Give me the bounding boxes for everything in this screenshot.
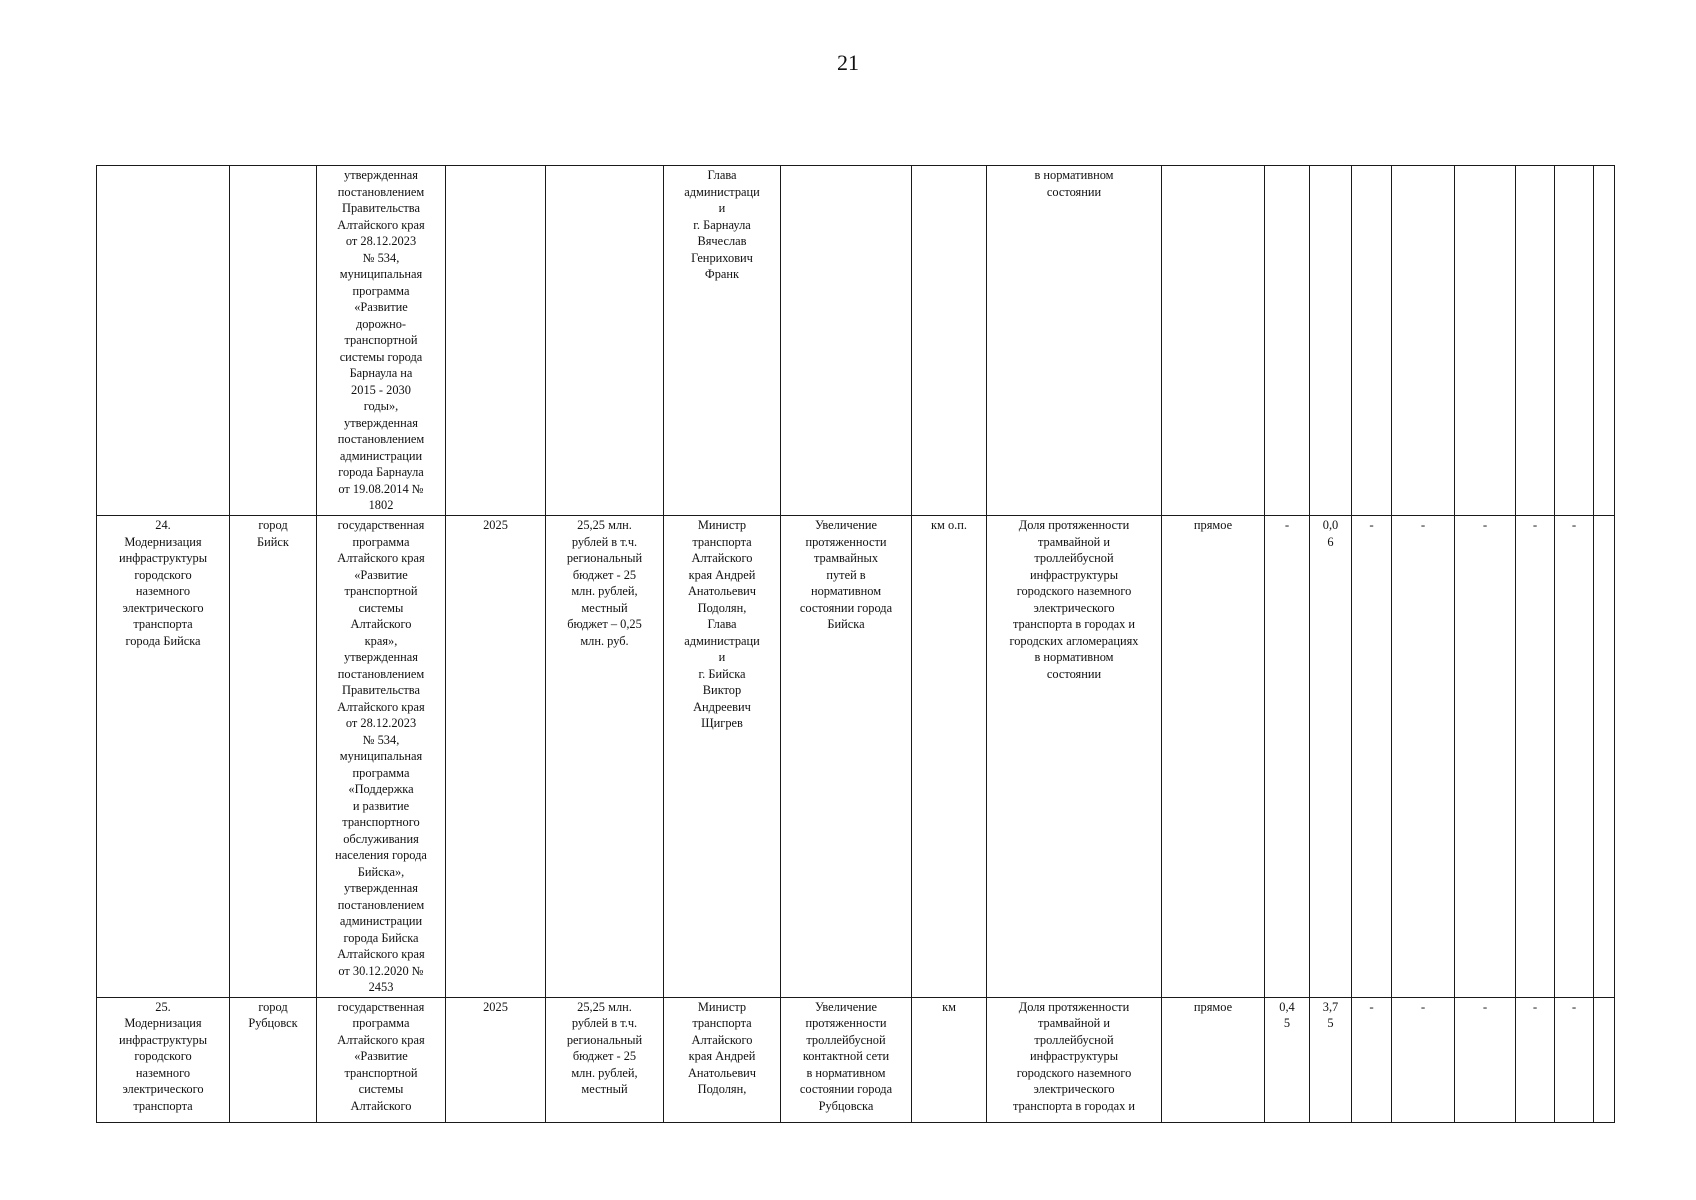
cell-basis: государственная программа Алтайского края «Развитие транспортной системы Алтайского края», утвержденная постановлением Правительства Алтайского края от 28.12.2023 № 534, муниципальная программа «Поддержка и развитие транспортного обслуживания населения города Бийска», утвержденная постановлением администрации города Бийска Алтайского края от 30.12.2020 № 2453 [317, 516, 446, 998]
cell-value-4 [1392, 166, 1455, 516]
cell-value-1: - [1265, 516, 1310, 998]
cell-value-8 [1594, 516, 1615, 998]
cell-type: прямое [1162, 516, 1265, 998]
cell-unit: км о.п. [912, 516, 987, 998]
cell-value-7: - [1555, 997, 1594, 1122]
cell-name: 24. Модернизация инфраструктуры городского наземного электрического транспорта города Бийска [97, 516, 230, 998]
cell-result: Увеличение протяженности трамвайных путей в нормативном состоянии города Бийска [781, 516, 912, 998]
cell-value-7 [1555, 166, 1594, 516]
cell-value-6: - [1516, 997, 1555, 1122]
cell-type [1162, 166, 1265, 516]
cell-year [446, 166, 546, 516]
cell-basis: утвержденная постановлением Правительства Алтайского края от 28.12.2023 № 534, муниципальная программа «Развитие дорожно- транспортной системы города Барнаула на 2015 - 2030 годы», утвержденная постановлением администрации города Барнаула от 19.08.2014 № 1802 [317, 166, 446, 516]
cell-territory [230, 166, 317, 516]
cell-responsible: Министр транспорта Алтайского края Андрей Анатольевич Подолян, Глава администраци и г. Бийска Виктор Андреевич Щигрев [664, 516, 781, 998]
table-row [97, 997, 1615, 1122]
cell-indicator: Доля протяженности трамвайной и троллейбусной инфраструктуры городского наземного электрического транспорта в городах и городских агломерациях в нормативном состоянии [987, 516, 1162, 998]
cell-value-8 [1594, 997, 1615, 1122]
cell-year: 2025 [446, 997, 546, 1122]
cell-value-6: - [1516, 516, 1555, 998]
cell-name: 25. Модернизация инфраструктуры городского наземного электрического транспорта [97, 997, 230, 1122]
cell-value-1: 0,4 5 [1265, 997, 1310, 1122]
cell-year: 2025 [446, 516, 546, 998]
cell-indicator: Доля протяженности трамвайной и троллейбусной инфраструктуры городского наземного электрического транспорта в городах и [987, 997, 1162, 1122]
cell-responsible: Глава администраци и г. Барнаула Вячеслав Генрихович Франк [664, 166, 781, 516]
cell-territory: город Рубцовск [230, 997, 317, 1122]
cell-value-5: - [1455, 516, 1516, 998]
cell-value-3 [1352, 166, 1392, 516]
table-row [97, 166, 1615, 516]
cell-funding [546, 166, 664, 516]
cell-name [97, 166, 230, 516]
program-table [96, 165, 1615, 1123]
cell-value-1 [1265, 166, 1310, 516]
cell-value-6 [1516, 166, 1555, 516]
cell-territory: город Бийск [230, 516, 317, 998]
cell-result: Увеличение протяженности троллейбусной контактной сети в нормативном состоянии города Рубцовска [781, 997, 912, 1122]
cell-unit [912, 166, 987, 516]
table-row [97, 516, 1615, 998]
cell-value-3: - [1352, 997, 1392, 1122]
cell-value-4: - [1392, 516, 1455, 998]
cell-funding: 25,25 млн. рублей в т.ч. региональный бюджет - 25 млн. рублей, местный [546, 997, 664, 1122]
cell-value-5: - [1455, 997, 1516, 1122]
cell-value-2 [1310, 166, 1352, 516]
cell-value-3: - [1352, 516, 1392, 998]
cell-type: прямое [1162, 997, 1265, 1122]
cell-value-5 [1455, 166, 1516, 516]
cell-funding: 25,25 млн. рублей в т.ч. региональный бюджет - 25 млн. рублей, местный бюджет – 0,25 млн. руб. [546, 516, 664, 998]
cell-value-8 [1594, 166, 1615, 516]
cell-indicator: в нормативном состоянии [987, 166, 1162, 516]
cell-responsible: Министр транспорта Алтайского края Андрей Анатольевич Подолян, [664, 997, 781, 1122]
cell-unit: км [912, 997, 987, 1122]
cell-value-4: - [1392, 997, 1455, 1122]
cell-value-7: - [1555, 516, 1594, 998]
cell-value-2: 3,7 5 [1310, 997, 1352, 1122]
page-number: 21 [837, 50, 859, 75]
cell-value-2: 0,0 6 [1310, 516, 1352, 998]
cell-basis: государственная программа Алтайского края «Развитие транспортной системы Алтайского [317, 997, 446, 1122]
cell-result [781, 166, 912, 516]
